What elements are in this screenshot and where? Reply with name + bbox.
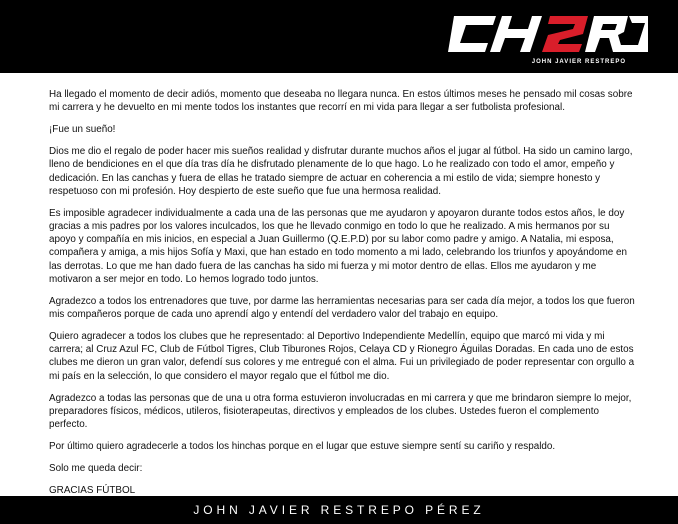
ch2ro-logo [448, 8, 648, 58]
footer-bar [0, 496, 678, 524]
header-bar [0, 0, 678, 73]
letter-paragraph: Por último quiero agradecerle a todos los hinchas porque en el lugar que estuve siempre sentí su cariño y respaldo. [49, 441, 556, 453]
letter-paragraph: Dios me dio el regalo de poder hacer mis sueños realidad y disfrutar durante muchos años el jugar al fútbol. Ha sido un camino largo, lleno de bendiciones en el que día tras día he disfrutado plenamente de lo que hago. Lo he realizado con todo el amor, empeño y dedicación. En las canchas y fuera de ellas he tratado siempre de actuar en coherencia a mi estilo de vida; siempre honesto y respetuoso con mi profesión. Hoy despierto de este sueño que fue una hermosa realidad. [49, 146, 633, 197]
letter-signoff: GRACIAS FÚTBOL [49, 485, 136, 497]
footer-name: JOHN JAVIER RESTREPO PÉREZ [193, 503, 485, 517]
letter-paragraph: Agradezco a todos los entrenadores que tuve, por darme las herramientas necesarias para ser cada día mejor, a todos los que fueron mis compañeros porque de cada uno aprendí algo y entendí del verdadero valor del trabajo en equipo. [49, 295, 635, 321]
letter-paragraph: Quiero agradecer a todos los clubes que he representado: al Deportivo Independiente Medellín, equipo que marcó mi vida y mi carrera; al Cruz Azul FC, Club de Fútbol Tigres, Club Tiburones Rojos, Celaya CD y Rionegro Águilas Doradas. En cada uno de estos clubes me dieron un gran valor, defendí sus colores y me entregué con el alma. Fui un privilegiado de poder representar con orgullo a mi país en la selección, lo que considero el mayor regalo que el fútbol me dio. [49, 331, 635, 382]
letter-paragraph: Ha llegado el momento de decir adiós, momento que deseaba no llegara nunca. En estos últimos meses he pensado mil cosas sobre mi carrera y he devuelto en mi mente todos los instantes que recorrí en mi vida para llegar a ser futbolista profesional. [49, 89, 633, 114]
letter-paragraph: Agradezco a todas las personas que de una u otra forma estuvieron involucradas en mi carrera y que me brindaron siempre lo mejor, preparadores físicos, médicos, utileros, fisioterapeutas, directivos y empleados de los clubes. Ustedes fueron el complemento perfecto. [49, 392, 632, 431]
logo-subtitle: JOHN JAVIER RESTREPO [531, 59, 626, 65]
letter-paragraph: ¡Fue un sueño! [49, 124, 116, 136]
farewell-letter [49, 88, 635, 506]
letter-paragraph: Es imposible agradecer individualmente a cada una de las personas que me ayudaron y apoyaron durante todos estos años, le doy gracias a mis padres por los valores inculcados, los que he llevado conmigo en todo lo que he realizado. A mis hermanos por su apoyo y compañía en mis inicios, en especial a Juan Guillermo (Q.E.P.D) por su labor como padre y amigo. A Natalia, mi esposa, compañera y amiga, a mis hijos Sofía y Maxi, que han estado en todo momento a mi lado, celebrando los triunfos y apoyándome en las derrotas. Lo que me han dado fuera de las canchas ha sido mi fuerza y mi motor dentro de ellas. Ellos me ayudaron y me motivaron a ser mejor en todo. Lo hemos logrado todo juntos. [49, 207, 628, 285]
letter-paragraph: Solo me queda decir: [49, 463, 143, 475]
